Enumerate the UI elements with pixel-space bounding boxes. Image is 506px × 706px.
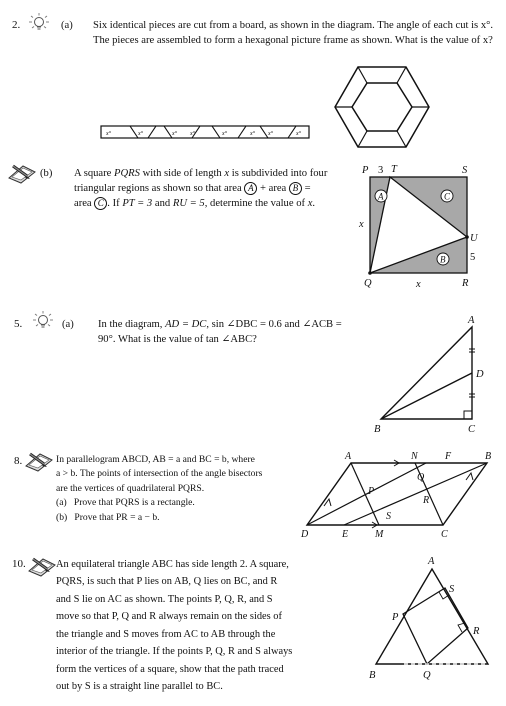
part-label: (b) xyxy=(40,168,53,179)
lightbulb-icon xyxy=(27,12,51,39)
region-a-circle: A xyxy=(244,182,257,195)
vertex-label: S xyxy=(462,165,468,176)
vertex-label: T xyxy=(391,164,397,175)
board-angle-label: x° xyxy=(190,131,196,137)
vertex-label: A xyxy=(345,451,352,462)
region-label: B xyxy=(440,254,446,265)
parallelogram-diagram xyxy=(300,448,500,540)
vertex-label: S xyxy=(386,511,391,522)
vertex-label: A xyxy=(428,556,435,567)
square-pqrs-diagram xyxy=(350,160,490,290)
vertex-label: R xyxy=(462,278,469,289)
vertex-label: P xyxy=(362,165,369,176)
board-angle-label: x° xyxy=(268,131,274,137)
board-angle-label: x° xyxy=(296,131,302,137)
question-text: A square PQRS with side of length x is subdivided into four triangular regions as shown so that area A + area B = area C . If PT = 3 and RU = 5, determine the value of x. xyxy=(74,168,328,210)
vertex-label: P xyxy=(368,486,375,497)
side-label: x xyxy=(359,219,364,230)
vertex-label: D xyxy=(476,369,484,380)
board-angle-label: x° xyxy=(222,131,228,137)
vertex-label: R xyxy=(423,495,430,506)
vertex-label: P xyxy=(392,612,399,623)
length-label: 5 xyxy=(470,252,476,263)
question-number: 8. xyxy=(14,455,23,467)
vertex-label: S xyxy=(449,584,455,595)
vertex-label: M xyxy=(375,529,384,540)
vertex-label: B xyxy=(485,451,492,462)
region-b-circle: B xyxy=(289,182,302,195)
part-label: (a) xyxy=(62,319,74,330)
vertex-label: Q xyxy=(423,670,431,681)
vertex-label: C xyxy=(441,529,448,540)
hexagon-frame-diagram xyxy=(334,66,430,148)
vertex-label: F xyxy=(445,451,452,462)
board-angle-label: x° xyxy=(172,131,178,137)
region-label: A xyxy=(378,191,384,202)
board-angle-label: x° xyxy=(138,131,144,137)
vertex-label: Q xyxy=(364,278,372,289)
equilateral-triangle-diagram xyxy=(360,552,500,687)
region-label: C xyxy=(444,191,451,202)
question-number: 10. xyxy=(12,558,26,570)
board-angle-label: x° xyxy=(250,131,256,137)
vertex-label: E xyxy=(342,529,349,540)
vertex-label: R xyxy=(473,626,480,637)
pencil-paper-icon xyxy=(7,160,37,189)
question-text: An equilateral triangle ABC has side length 2. A square, PQRS, is such that P lies on AB, Q lies on BC, and R and S lie on AC as shown. The points P, Q, R, and S move so that P, Q and R always remain on the sides of the triangle and S moves from AC to AB through the interior of the triangle. If the points P, Q, R and S always form the vertices of a square, show that the path traced out by S is a straight line parallel to BC. xyxy=(56,559,293,693)
vertex-label: A xyxy=(468,315,475,326)
question-text: In the diagram, AD = DC, sin ∠DBC = 0.6 and ∠ACB = 90°. What is the value of tan ∠ABC? xyxy=(98,319,342,346)
pencil-paper-icon xyxy=(24,448,54,477)
triangle-abc-diagram xyxy=(370,308,490,438)
side-label: x xyxy=(416,279,421,290)
vertex-label: N xyxy=(411,451,418,462)
vertex-label: U xyxy=(470,233,478,244)
vertex-label: C xyxy=(468,424,476,435)
vertex-label: B xyxy=(374,424,381,435)
region-c-circle: C xyxy=(94,197,107,210)
vertex-label: Q xyxy=(417,472,425,483)
board-angle-label: x° xyxy=(106,131,112,137)
part-label: (a) xyxy=(61,20,73,31)
board-diagram xyxy=(100,121,312,143)
question-text: Six identical pieces are cut from a board, as shown in the diagram. The angle of each cut is x°. The pieces are assembled to form a hexagonal picture frame as shown. What is the value of x? xyxy=(93,20,493,47)
pencil-paper-icon xyxy=(27,553,57,582)
question-number: 5. xyxy=(14,318,23,330)
vertex-label: D xyxy=(301,529,309,540)
question-text: In parallelogram ABCD, AB = a and BC = b, where a > b. The points of intersection of the angle bisectors are the vertices of quadrilateral PQRS. (a) Prove that PQRS is a rectangle. (b) Prove that PR = a − b. xyxy=(56,454,263,523)
lightbulb-icon xyxy=(31,310,55,337)
question-number: 2. xyxy=(12,19,21,31)
length-label: 3 xyxy=(378,165,384,176)
vertex-label: B xyxy=(369,670,376,681)
